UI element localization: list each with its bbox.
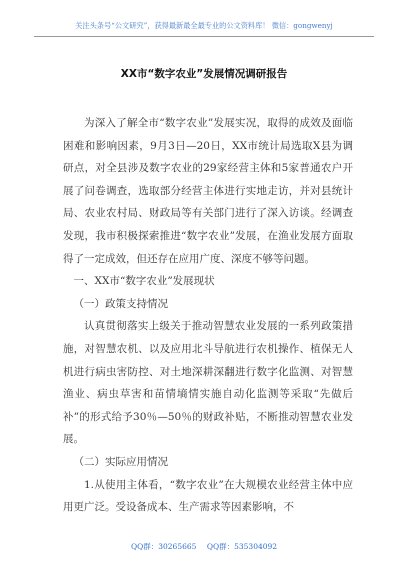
section-heading: 一、XX市“数字农业”发展现状 xyxy=(73,275,215,288)
document-body xyxy=(63,112,353,519)
footer-contacts xyxy=(0,541,408,552)
subsection-heading-policy: （一）政策支持情况 xyxy=(73,297,168,310)
subsection-heading-application: （二）实际应用情况 xyxy=(73,455,168,468)
policy-paragraph: 认真贯彻落实上级关于推动智慧农业发展的一系列政策措施，对智慧农机、以及应用北斗导航进行农机操作、植保无人机进行病虫害防控、对土地深耕深翻进行数字化监测、对智慧渔业、病虫草害和苗情墒情实施自动化监测等采取“先做后补”的形式给予30％—50％的财政补贴，不断推动智慧农业发展。 xyxy=(63,320,353,446)
footer-qq-group-1: QQ群：30265665 xyxy=(130,542,197,551)
intro-paragraph: 为深入了解全市“数字农业”发展实况，取得的成效及面临困难和影响因素，9月3日—20日，XX市统计局选取X县为调研点，对全县涉及数字农业的29家经营主体和5家普通农户开展了问卷调查，选取部分经营主体进行实地走访，并对县统计局、农业农村局、财政局等有关部门进行了深入访谈。经调查发现，我市积极探索推进“数字农业”发展，在渔业发展方面取得了一定成效，但还存在应用广度、深度不够等问题。 xyxy=(63,117,353,265)
application-paragraph: 1.从使用主体看，“数字农业”在大规模农业经营主体中应用更广泛。受设备成本、生产需求等因素影响，不 xyxy=(63,478,353,514)
footer-qq-group-2: QQ群：535304092 xyxy=(206,542,278,551)
header-notice: 关注头条号“公文研究”，获得最新最全最专业的公文资料库！ 微信：gongwenyj xyxy=(75,21,333,30)
header-divider xyxy=(34,36,374,37)
document-title: XX市“数字农业”发展情况调研报告 xyxy=(120,68,288,80)
